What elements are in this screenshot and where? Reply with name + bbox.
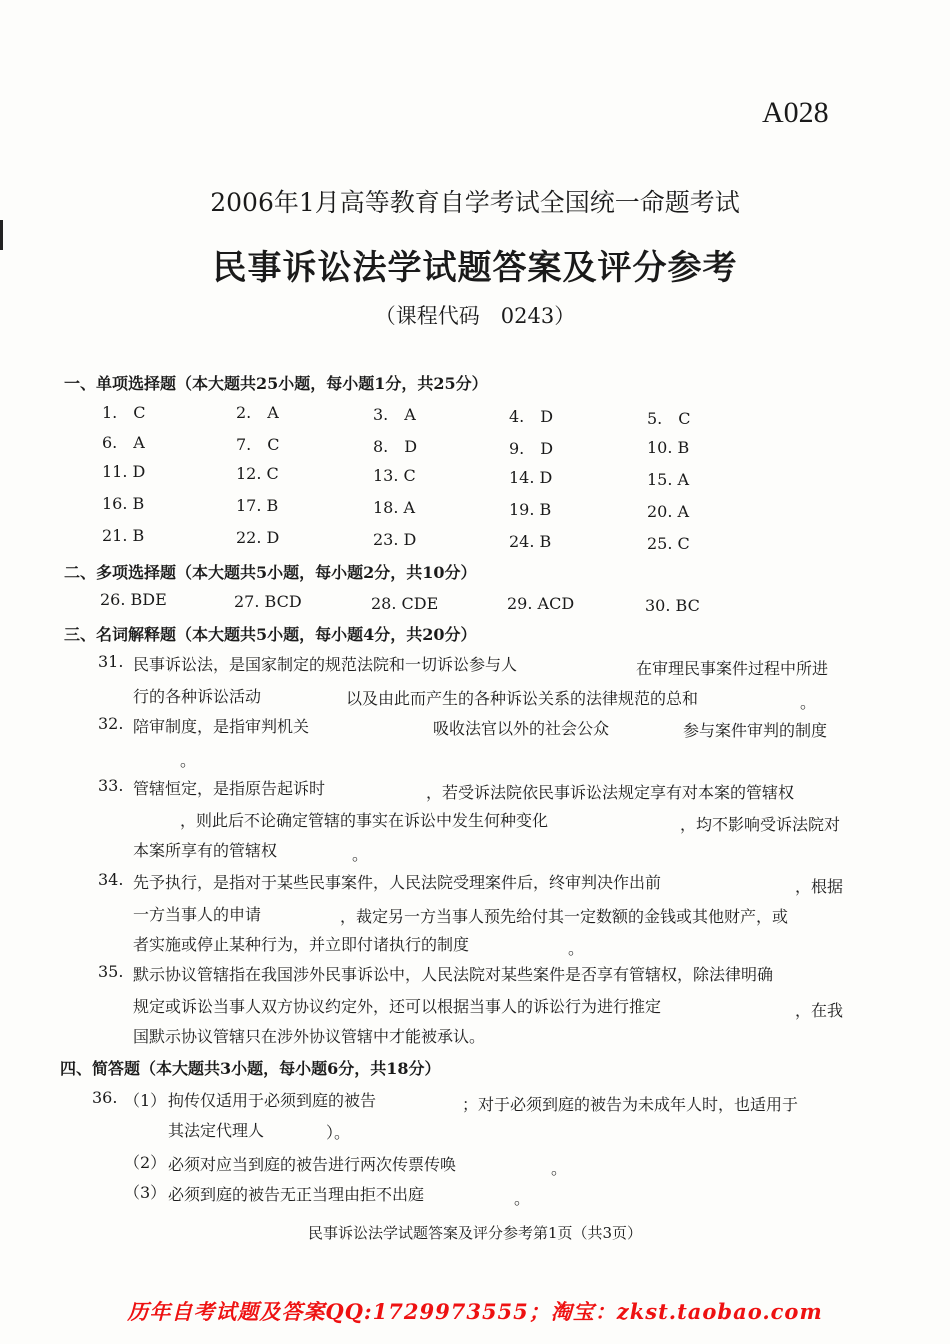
answer-item: 29. ACD	[507, 594, 575, 613]
answer-item: 5. C	[647, 409, 691, 428]
answer-text: ；对于必须到庭的被告为未成年人时，也适用于	[462, 1095, 799, 1114]
answer-item: 14. D	[509, 468, 553, 487]
answer-text: ，若受诉法院依民事诉讼法规定享有对本案的管辖权	[426, 783, 795, 802]
answer-text: 规定或诉讼当事人双方协议约定外，还可以根据当事人的诉讼行为进行推定	[133, 997, 662, 1016]
answer-text: 。	[551, 1159, 568, 1178]
answer-text: 。	[352, 845, 369, 864]
answer-item: 25. C	[647, 534, 690, 553]
answer-item: 4. D	[509, 407, 554, 426]
question-number: 31.	[98, 652, 124, 671]
answer-text: 本案所享有的管辖权	[133, 841, 278, 860]
answer-text: 管辖恒定，是指原告起诉时	[133, 779, 326, 798]
answer-text: 国默示协议管辖只在涉外协议管辖中才能被承认。	[133, 1027, 486, 1046]
answer-item: 28. CDE	[371, 594, 439, 613]
answer-item: 8. D	[373, 437, 418, 456]
answer-text: 。	[514, 1189, 531, 1208]
answer-text: ，均不影响受诉法院对	[680, 815, 841, 834]
question-number: 35.	[98, 962, 124, 981]
answer-item: 12. C	[236, 464, 279, 483]
answer-item: 19. B	[509, 500, 552, 519]
answer-item: 13. C	[373, 466, 416, 485]
question-number: 34.	[98, 870, 124, 889]
answer-item: 16. B	[102, 494, 145, 513]
answer-item: 18. A	[373, 498, 416, 517]
answer-item: 1. C	[102, 403, 146, 422]
section4-heading: 四、简答题（本大题共3小题，每小题6分，共18分）	[60, 1059, 441, 1078]
answer-text: 参与案件审判的制度	[683, 721, 828, 740]
section1-heading: 一、单项选择题（本大题共25小题，每小题1分，共25分）	[64, 374, 488, 393]
point-label: （3）	[124, 1183, 167, 1202]
answer-item: 23. D	[373, 530, 417, 549]
document-code: A028	[762, 96, 829, 129]
answer-item: 21. B	[102, 526, 145, 545]
answer-text: 必须到庭的被告无正当理由拒不出庭	[168, 1185, 425, 1204]
answer-text: ，则此后不论确定管辖的事实在诉讼中发生何种变化	[180, 811, 549, 830]
question-number: 33.	[98, 776, 124, 795]
answer-item: 26. BDE	[100, 590, 167, 609]
answer-text: 先予执行，是指对于某些民事案件，人民法院受理案件后，终审判决作出前	[133, 873, 662, 892]
answer-text: 吸收法官以外的社会公众	[433, 719, 610, 738]
answer-text: 以及由此而产生的各种诉讼关系的法律规范的总和	[346, 689, 699, 708]
answer-text: 民事诉讼法，是国家制定的规范法院和一切诉讼参与人	[133, 655, 518, 674]
document-title: 民事诉讼法学试题答案及评分参考	[212, 248, 738, 288]
answer-text: 必须对应当到庭的被告进行两次传票传唤	[168, 1155, 457, 1174]
answer-item: 20. A	[647, 502, 690, 521]
page-footer: 民事诉讼法学试题答案及评分参考第1页（共3页）	[307, 1224, 643, 1242]
answer-item: 22. D	[236, 528, 280, 547]
answer-item: 15. A	[647, 470, 690, 489]
answer-item: 10. B	[647, 438, 690, 457]
question-number: 32.	[98, 714, 124, 733]
answer-text: 陪审制度，是指审判机关	[133, 717, 310, 736]
answer-item: 9. D	[509, 439, 554, 458]
answer-text: 。	[800, 693, 817, 712]
answer-item: 3. A	[373, 405, 416, 424]
answer-item: 17. B	[236, 496, 279, 515]
answer-text: 其法定代理人	[168, 1121, 265, 1140]
answer-text: 。	[568, 939, 585, 958]
exam-title: 2006年1月高等教育自学考试全国统一命题考试	[210, 188, 740, 217]
answer-item: 27. BCD	[234, 592, 302, 611]
answer-text: 行的各种诉讼活动	[133, 687, 262, 706]
answer-item: 11. D	[102, 462, 146, 481]
course-code: （课程代码 0243）	[374, 304, 576, 328]
answer-item: 7. C	[236, 435, 280, 454]
answer-item: 24. B	[509, 532, 552, 551]
answer-item: 6. A	[102, 433, 145, 452]
answer-text: 。	[180, 751, 197, 770]
point-label: （2）	[124, 1153, 167, 1172]
section2-heading: 二、多项选择题（本大题共5小题，每小题2分，共10分）	[64, 563, 477, 582]
answer-item: 2. A	[236, 403, 279, 422]
answer-text: 默示协议管辖指在我国涉外民事诉讼中，人民法院对某些案件是否享有管辖权，除法律明确	[133, 965, 774, 984]
answer-text: ，根据	[795, 877, 844, 896]
answer-text: 者实施或停止某种行为，并立即付诸执行的制度	[133, 935, 470, 954]
answer-text: ，裁定另一方当事人预先给付其一定数额的金钱或其他财产，或	[340, 907, 789, 926]
answer-text: 拘传仅适用于必须到庭的被告	[168, 1091, 377, 1110]
section3-heading: 三、名词解释题（本大题共5小题，每小题4分，共20分）	[64, 625, 477, 644]
question-number: 36.	[92, 1088, 118, 1107]
answer-text: ，在我	[795, 1001, 844, 1020]
answer-text: 一方当事人的申请	[133, 905, 262, 924]
answer-item: 30. BC	[645, 596, 700, 615]
answer-text: 在审理民事案件过程中所进	[636, 659, 829, 678]
point-label: （1）	[124, 1091, 167, 1110]
answer-text: ）。	[326, 1123, 351, 1142]
watermark-text: 历年自考试题及答案QQ:1729973555；淘宝：zkst.taobao.com	[127, 1299, 823, 1324]
